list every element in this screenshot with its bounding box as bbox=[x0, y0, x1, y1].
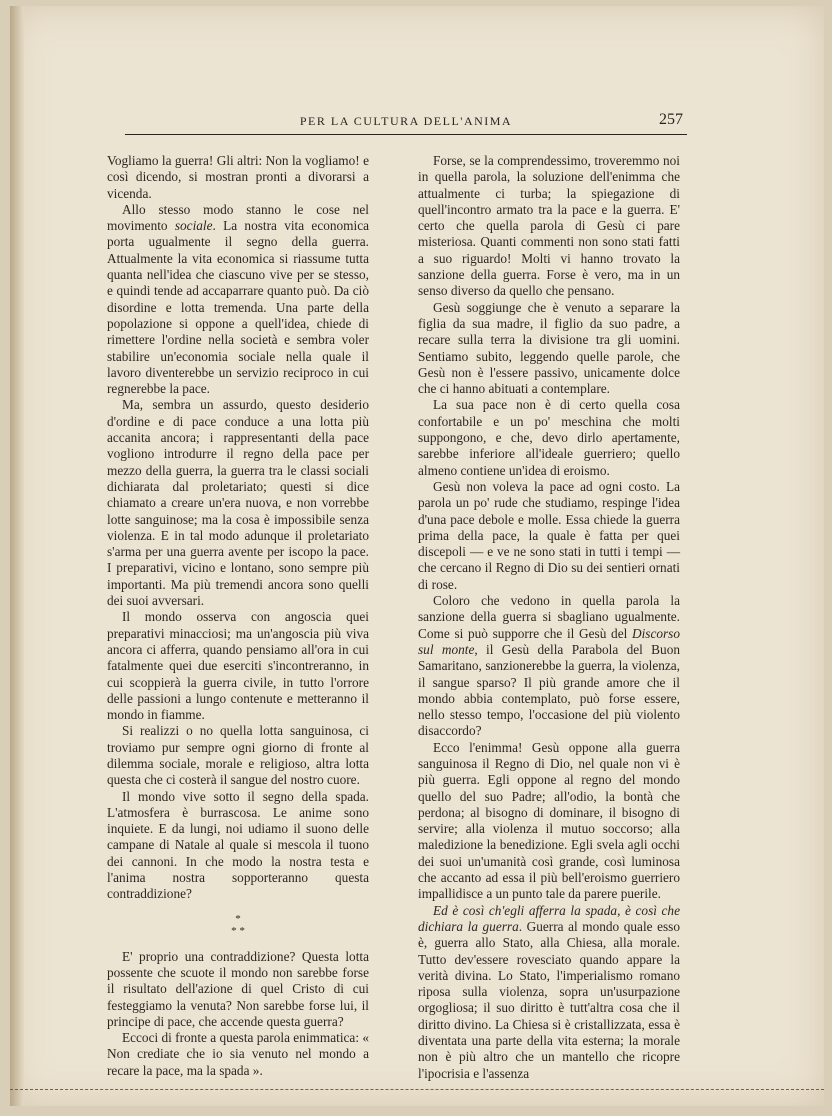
paragraph-text: , il Gesù della Parabola del Buon Samaritano, sanzionerebbe la guerra, la violenza, il sangue sparso? Il più grande amore che il mondo abbia contemplato, può forse essere, nello stesso tempo, l'occasione del più violento disaccordo? bbox=[418, 641, 680, 739]
emphasis-text: Discorso sul monte bbox=[418, 625, 680, 657]
paragraph: Gesù non voleva la pace ad ogni costo. La parola un po' rude che studiamo, respinge l'idea d'una pace debole e molle. Essa chiede la guerra prima della pace, la quale è fatta per quei discepoli — e ve ne sono stati in tutti i tempi — che cercano il Regno di Dio su dei sentieri ornati di rose. bbox=[418, 478, 680, 592]
paragraph: Ma, sembra un assurdo, questo desiderio d'ordine e di pace conduce a una lotta più accanita ancora; i rappresentanti della pace vogliono introdurre il regno della pace per mezzo della guerra, la guerra tra le classi sociali dichiarata dal proletariato; questi si dice chiamato a creare un'era nuova, e non vorrebbe lotte sanguinose; ma la cosa è impossibile senza violenza. E in tal modo adunque il proletariato s'arma per una guerra avente per iscopo la pace. I preparativi, vicino e lontano, sono sempre più importanti. Ma più tremendi ancora sono quelli dei suoi avversari. bbox=[107, 397, 369, 609]
paragraph: Il mondo vive sotto il segno della spada. L'atmosfera è burrascosa. Le anime sono inquiete. E da lungi, noi udiamo il suono delle campane di Natale al quale si mescola il tuono dei cannoni. In che modo la nostra testa e l'anima nostra sopporteranno questa contraddizione? bbox=[107, 788, 369, 902]
running-title: PER LA CULTURA DELL'ANIMA bbox=[299, 114, 513, 128]
page-bottom-edge bbox=[10, 1089, 824, 1090]
paragraph: Vogliamo la guerra! Gli altri: Non la vogliamo! e così dicendo, si mostran pronti a divorarsi a vicenda. bbox=[107, 153, 369, 201]
emphasis-text: Ed è così ch'egli afferra la spada, è così che dichiara la guerra bbox=[418, 902, 680, 934]
paragraph: La sua pace non è di certo quella cosa confortabile e un po' meschina che molti suppongono, e che, devo dirlo apertamente, sarebbe inferiore all'ideale guerriero; quello almeno contiene un'idea di eroismo. bbox=[418, 397, 680, 478]
paragraph-text: . Guerra al mondo quale esso è, guerra allo Stato, alla Chiesa, alla morale. Tutto dev'essere rovesciato quando appare la verità divina. Lo Stato, l'imperialismo romano riposa sulla violenza, sopra un'usurpazione orgogliosa; il suo diritto è tutt'altra cosa che il diritto divino. La Chiesa si è cristallizzata, essa è diventata una parte della vita esterna; la morale non è più altro che un mantello che ricopre l'ipocrisia e l'assenza bbox=[418, 918, 681, 1081]
paragraph bbox=[418, 903, 680, 1082]
paragraph: Forse, se la comprendessimo, troveremmo noi in quella parola, la soluzione dell'enimma che attualmente ci turba; la spiegazione di quell'incontro armato tra la pace e la guerra. E' certo che quella parola di Gesù ci pare misteriosa. Quanti commenti non sono stati fatti a suo riguardo! Molti vi hanno trovato la sanzione della guerra. Forse è vero, ma in un senso diverso da quello che pensano. bbox=[418, 153, 680, 299]
paragraph bbox=[418, 593, 680, 740]
paragraph bbox=[107, 202, 369, 398]
paragraph: Eccoci di fronte a questa parola enimmatica: « Non crediate che io sia venuto nel mondo a recare la pace, ma la spada ». bbox=[107, 1030, 369, 1078]
page-number: 257 bbox=[659, 111, 683, 128]
separator-asterisks: * * bbox=[231, 924, 245, 937]
page-header bbox=[125, 111, 687, 135]
separator-asterisk: * bbox=[235, 912, 241, 925]
left-column bbox=[107, 153, 369, 1079]
paragraph-text: Allo stesso modo stanno le cose nel movimento bbox=[107, 201, 369, 234]
paragraph: Si realizzi o no quella lotta sanguinosa, ci troviamo pur sempre ogni giorno di fronte al dilemma sociale, morale e religioso, altra lotta questa che ci costerà il sangue del nostro cuore. bbox=[107, 723, 369, 788]
section-separator bbox=[107, 913, 369, 937]
paragraph: Il mondo osserva con angoscia quei preparativi minacciosi; ma un'angoscia più viva ancora ci afferra, quando pensiamo all'ora in cui fatalmente quei due eserciti s'incontreranno, in cui scoppierà la guerra civile, in tutto l'orrore delle passioni a lungo contenute e metteranno il mondo in fiamme. bbox=[107, 609, 369, 723]
paragraph: Gesù soggiunge che è venuto a separare la figlia da sua madre, il figlio da suo padre, a recare sulla terra la divisione tra gli uomini. Sentiamo subito, leggendo quelle parole, che Gesù non è l'essere passivo, unicamente dolce che ci hanno abituati a contemplare. bbox=[418, 299, 680, 397]
emphasis-text: sociale bbox=[174, 218, 213, 234]
book-page bbox=[10, 6, 824, 1106]
paragraph-text: . La nostra vita economica porta ugualmente il segno della guerra. Attualmente la vita economica si riassume tutta quanta nell'idea che ciascuno vive per se stesso, e quindi tende ad accaparrare quanto può. Da ciò disordine e lotta tremenda. Una parte della popolazione si oppone a quell'idea, chiede di rimettere l'ordine nella società e sembra voler stabilire un'economia sociale nella quale il lavoro diventerebbe un servizio reciproco in cui regnerebbe la pace. bbox=[107, 218, 370, 397]
paragraph: Ecco l'enimma! Gesù oppone alla guerra sanguinosa il Regno di Dio, nel quale non vi è più guerra. Egli oppone al regno del mondo quello del suo Padre; all'odio, la bontà che perdona; al bisogno di dominare, il bisogno di servire; alla violenza il mutuo soccorso; alla maledizione la benedizione. Egli svela agli occhi dei suoi un'umanità così grande, così luminosa che accanto ad essa il più bell'eroismo guerriero impallidisce a un punto tale da parere puerile. bbox=[418, 739, 680, 902]
paragraph: E' proprio una contraddizione? Questa lotta possente che scuote il mondo non sarebbe forse il risultato dell'azione di quel Cristo di cui festeggiamo la venuta? Non sarebbe forse lui, il principe di pace, che accende questa guerra? bbox=[107, 948, 369, 1029]
page-gutter bbox=[10, 6, 24, 1106]
paragraph-text: Coloro che vedono in quella parola la sanzione della guerra si sbagliano ugualmente. Come si può supporre che il Gesù del bbox=[418, 593, 680, 641]
right-column bbox=[418, 153, 680, 1082]
